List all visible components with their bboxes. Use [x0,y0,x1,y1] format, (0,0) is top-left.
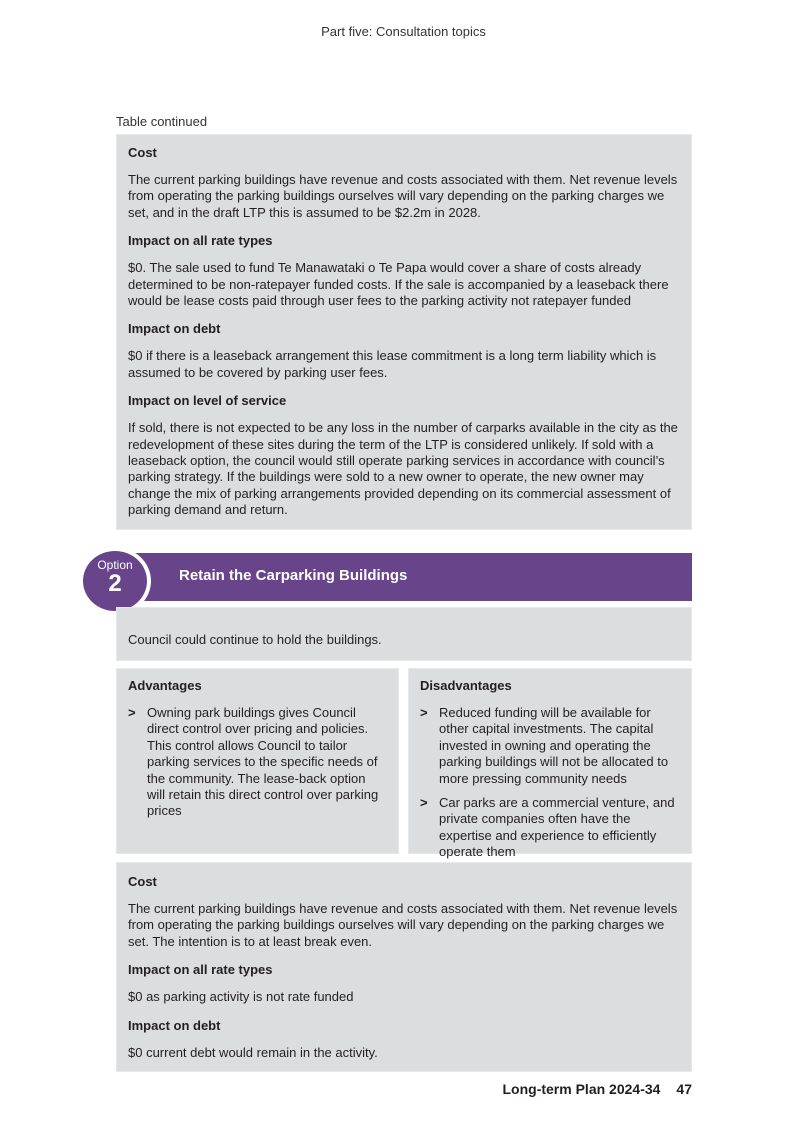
option2-description: Council could continue to hold the buildings. [128,632,382,647]
cost-heading: Cost [128,874,157,889]
cost-heading: Cost [128,145,157,160]
bullet-arrow-icon: > [420,705,428,720]
debt-text: $0 if there is a leaseback arrangement this lease commitment is a long term liability which is assumed to be covered by parking user fees. [128,348,657,380]
advantages-panel [116,668,399,854]
rates-text: $0. The sale used to fund Te Manawataki o Te Papa would cover a share of costs already determined to be non-ratepayer funded costs. If the sale is accompanied by a leaseback there would be lease costs paid through user fees to the parking activity not ratepayer funded [128,260,669,309]
bullet-arrow-icon: > [420,795,428,811]
option2-details-panel [116,862,692,1072]
table-continued-label: Table continued [116,114,208,129]
advantage-item: > Owning park buildings gives Council direct control over pricing and policies. This control allows Council to tailor parking services to the specific needs of the community. The lease-back option will retain this direct control over parking prices [128,705,379,819]
rates-heading: Impact on all rate types [128,962,273,978]
bullet-arrow-icon: > [128,705,136,720]
page-number: 47 [676,1081,692,1097]
publication-title: Long-term Plan 2024-34 [502,1081,661,1097]
option1-details-panel [116,134,692,530]
option2-description-panel [116,607,692,661]
option2-title: Retain the Carparking Buildings [179,567,408,584]
option-number: 2 [108,570,122,597]
option2-badge [79,547,151,615]
section-header: Part five: Consultation topics [321,24,486,39]
disadvantage-item: > Car parks are a commercial venture, and private companies often have the expertise and experience to efficiently operate them [420,795,675,860]
advantages-heading: Advantages [128,678,202,693]
cost-text: The current parking buildings have revenue and costs associated with them. Net revenue levels from operating the parking buildings ourselves will vary depending on the parking charges we set, and in the draft LTP this is assumed to be $2.2m in 2028. [128,172,678,220]
debt-heading: Impact on debt [128,1017,221,1033]
option2-title-bar [116,553,692,601]
page-footer [502,1081,692,1097]
cost-text: The current parking buildings have revenue and costs associated with them. Net revenue levels from operating the parking buildings ourselves will vary depending on the parking charges we set. The intention is to at least break even. [128,901,678,949]
disadvantages-panel [408,668,692,860]
option-label: Option [97,558,133,572]
service-text: If sold, there is not expected to be any loss in the number of carparks available in the city as the redevelopment of these sites during the term of the LTP is considered unlikely. If sold with a leaseback option, the council would still operate parking services in accordance with council’s parking strategy. If the buildings were sold to a new owner to operate, the new owner may change the mix of parking arrangements provided depending on its commercial assessment of parking demand and return. [128,420,678,518]
disadvantages-heading: Disadvantages [420,678,512,693]
debt-text: $0 current debt would remain in the activity. [128,1044,378,1060]
service-heading: Impact on level of service [128,393,287,409]
rates-heading: Impact on all rate types [128,233,273,249]
disadvantage-item: > Reduced funding will be available for other capital investments. The capital invested in owning and operating the parking buildings will not be allocated to more pressing community needs [420,705,669,786]
debt-heading: Impact on debt [128,321,221,337]
rates-text: $0 as parking activity is not rate funded [128,989,354,1005]
